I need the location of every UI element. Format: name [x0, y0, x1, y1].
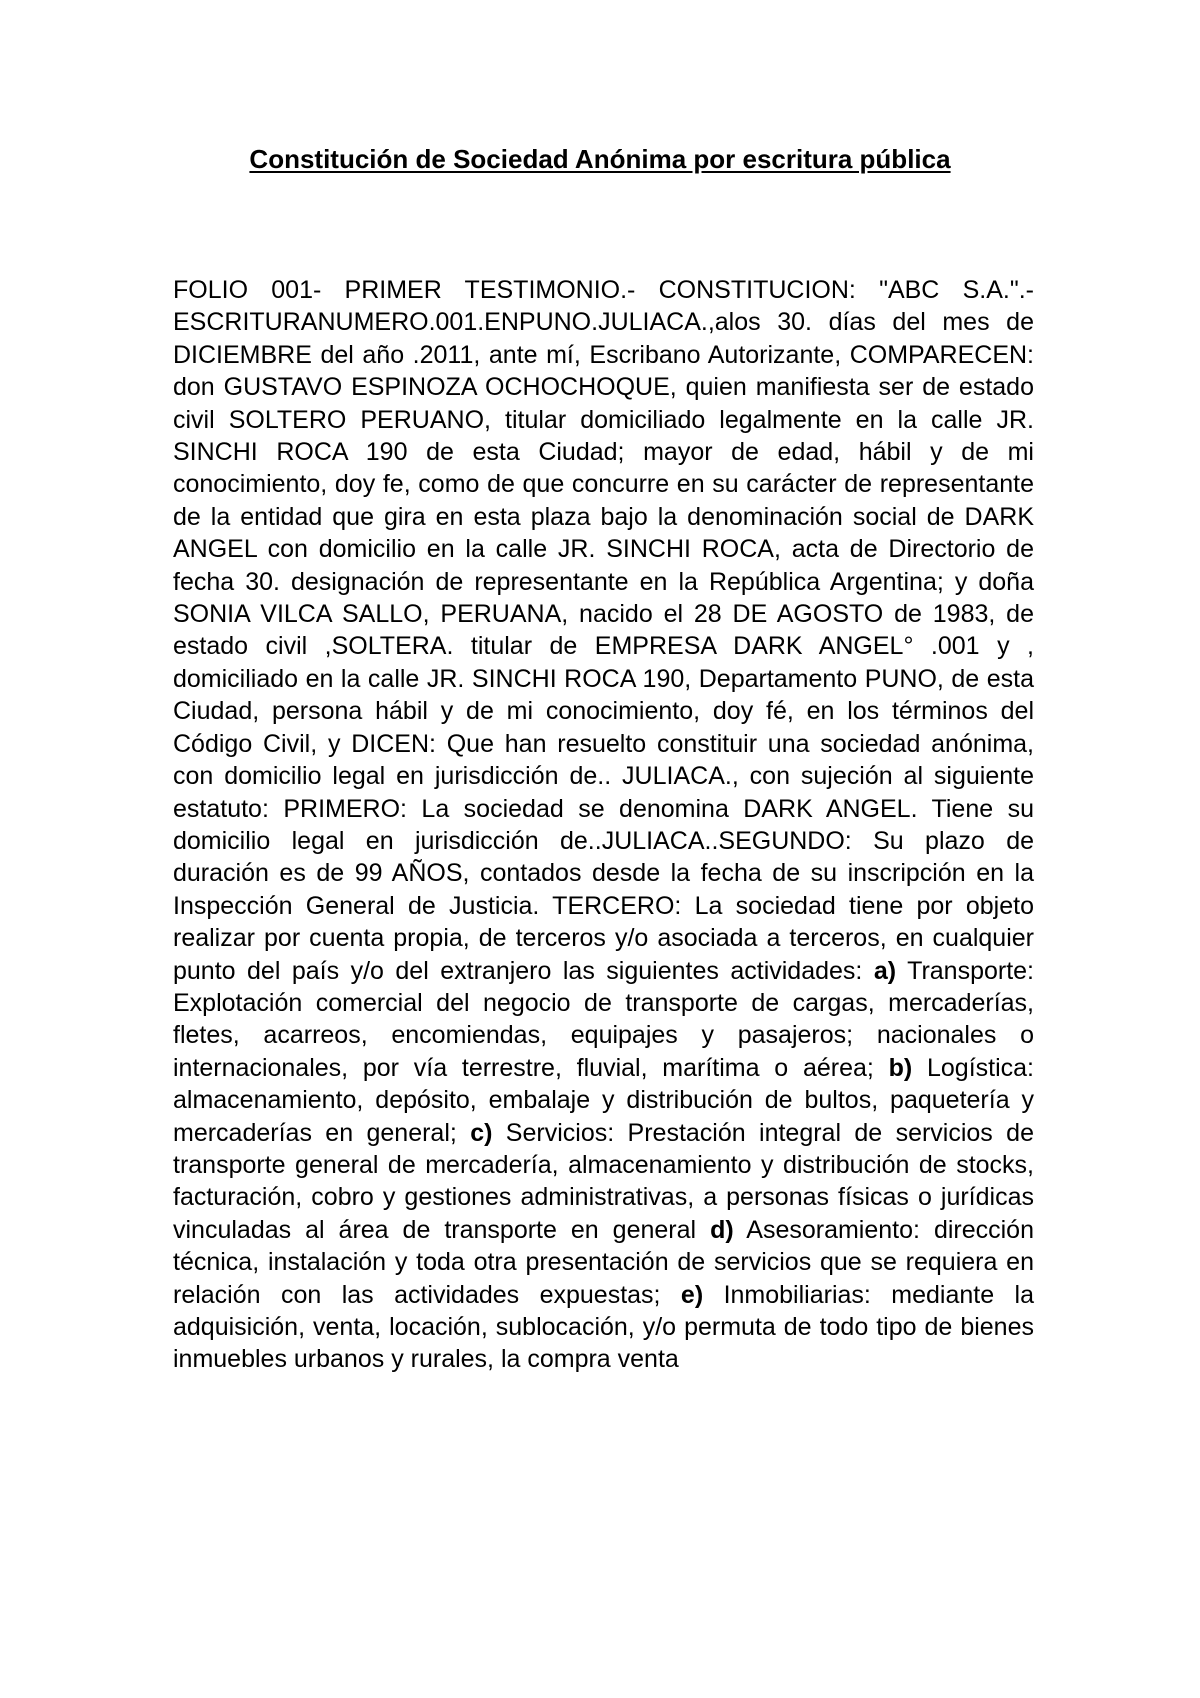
- list-marker-b: b): [888, 1053, 913, 1082]
- body-text-segment: Logística: almacenamiento, depósito, embalaje y distribución de bultos, paquetería y mercaderías en general;: [173, 1053, 1034, 1147]
- document-title: Constitución de Sociedad Anónima por escritura pública: [249, 144, 951, 174]
- body-text-segment: Servicios: Prestación integral de servicios de transporte general de mercadería, almacenamiento y distribución de stocks, facturación, cobro y gestiones administrativas, a personas físicas o jurídicas vinculadas al área de transporte en general: [173, 1118, 1034, 1244]
- body-text-segment: Inmobiliarias: mediante la adquisición, venta, locación, sublocación, y/o permuta de todo tipo de bienes inmuebles urbanos y rurales, la compra venta: [173, 1280, 1035, 1374]
- list-marker-e: e): [680, 1280, 704, 1309]
- list-marker-d: d): [710, 1215, 734, 1244]
- body-text-segment: FOLIO 001- PRIMER TESTIMONIO.- CONSTITUCION: "ABC S.A.".-ESCRITURANUMERO.001.ENPUNO.JULIACA.,alos 30. días del mes de DICIEMBRE del año .2011, ante mí, Escribano Autorizante, COMPARECEN: don GUSTAVO ESPINOZA OCHOCHOQUE, quien manifiesta ser de estado civil SOLTERO PERUANO, titular domiciliado legalmente en la calle JR. SINCHI ROCA 190 de esta Ciudad; mayor de edad, hábil y de mi conocimiento, doy fe, como de que concurre en su carácter de representante de la entidad que gira en esta plaza bajo la denominación social de DARK ANGEL con domicilio en la calle JR. SINCHI ROCA, acta de Directorio de fecha 30. designación de representante en la República Argentina; y doña SONIA VILCA SALLO, PERUANA, nacido el 28 DE AGOSTO de 1983, de estado civil ,SOLTERA. titular de EMPRESA DARK ANGEL° .001 y , domiciliado en la calle JR. SINCHI ROCA 190, Departamento PUNO, de esta Ciudad, persona hábil y de mi conocimiento, doy fé, en los términos del Código Civil, y DICEN: Que han resuelto constituir una sociedad anónima, con domicilio legal en jurisdicción de.. JULIACA., con sujeción al siguiente estatuto: PRIMERO: La sociedad se denomina DARK ANGEL. Tiene su domicilio legal en jurisdicción de..JULIACA..SEGUNDO: Su plazo de duración es de 99 AÑOS, contados desde la fecha de su inscripción en la Inspección General de Justicia. TERCERO: La sociedad tiene por objeto realizar por cuenta propia, de terceros y/o asociada a terceros, en cualquier punto del país y/o del extranjero las siguientes actividades:: [173, 276, 1034, 985]
- list-marker-c: c): [470, 1118, 493, 1147]
- body-text-segment: Asesoramiento: dirección técnica, instalación y toda otra presentación de servicios que se requiera en relación con las actividades expuestas;: [173, 1215, 1034, 1309]
- body-text-segment: Transporte: Explotación comercial del negocio de transporte de cargas, mercaderías, fletes, acarreos, encomiendas, equipajes y pasajeros; nacionales o internacionales, por vía terrestre, fluvial, marítima o aérea;: [173, 956, 1034, 1082]
- document-body: [173, 274, 1034, 1376]
- list-marker-a: a): [873, 956, 897, 985]
